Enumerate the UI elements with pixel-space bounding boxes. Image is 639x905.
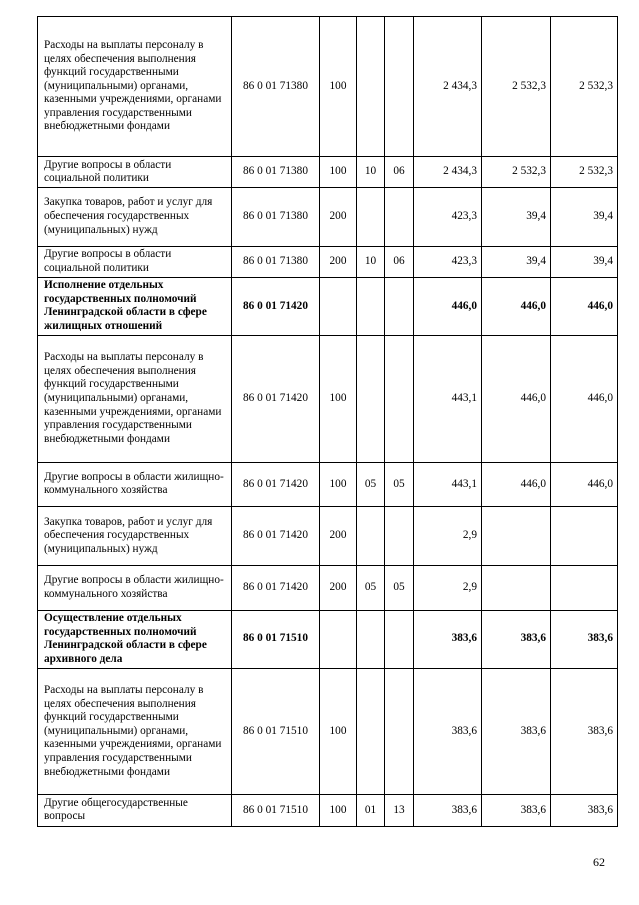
cell-amount-year-3: 446,0 xyxy=(551,277,618,335)
cell-expense-type: 200 xyxy=(320,507,357,565)
table-row xyxy=(38,17,618,157)
table-row xyxy=(38,277,618,335)
cell-amount-year-3: 383,6 xyxy=(551,610,618,668)
cell-subsection xyxy=(385,277,414,335)
cell-target-article: 86 0 01 71380 xyxy=(232,188,320,246)
cell-subsection: 06 xyxy=(385,246,414,277)
cell-amount-year-1: 383,6 xyxy=(414,795,482,826)
cell-target-article: 86 0 01 71510 xyxy=(232,610,320,668)
cell-expense-type xyxy=(320,277,357,335)
cell-target-article: 86 0 01 71510 xyxy=(232,668,320,794)
cell-expense-type: 100 xyxy=(320,668,357,794)
cell-target-article: 86 0 01 71420 xyxy=(232,336,320,462)
table-row xyxy=(38,565,618,610)
cell-expense-type: 100 xyxy=(320,795,357,826)
cell-name: Осуществление отдельных государственных полномочий Ленинградской области в сфере архивного дела xyxy=(38,610,232,668)
table-row xyxy=(38,610,618,668)
cell-target-article: 86 0 01 71420 xyxy=(232,462,320,507)
cell-subsection: 13 xyxy=(385,795,414,826)
cell-expense-type: 200 xyxy=(320,246,357,277)
table-row xyxy=(38,795,618,826)
cell-amount-year-1: 383,6 xyxy=(414,610,482,668)
cell-name: Другие вопросы в области социальной политики xyxy=(38,157,232,188)
cell-amount-year-1: 383,6 xyxy=(414,668,482,794)
cell-subsection: 06 xyxy=(385,157,414,188)
cell-expense-type: 200 xyxy=(320,565,357,610)
cell-name: Другие вопросы в области жилищно-коммунального хозяйства xyxy=(38,565,232,610)
cell-expense-type: 100 xyxy=(320,17,357,157)
cell-name: Другие вопросы в области социальной политики xyxy=(38,246,232,277)
cell-section xyxy=(357,668,385,794)
cell-expense-type: 100 xyxy=(320,336,357,462)
cell-section: 05 xyxy=(357,462,385,507)
cell-amount-year-3: 2 532,3 xyxy=(551,17,618,157)
cell-amount-year-3: 2 532,3 xyxy=(551,157,618,188)
table-row xyxy=(38,246,618,277)
cell-amount-year-3: 446,0 xyxy=(551,462,618,507)
cell-subsection xyxy=(385,336,414,462)
cell-amount-year-1: 2,9 xyxy=(414,565,482,610)
cell-amount-year-3: 446,0 xyxy=(551,336,618,462)
cell-expense-type: 200 xyxy=(320,188,357,246)
cell-section xyxy=(357,277,385,335)
cell-subsection: 05 xyxy=(385,462,414,507)
cell-subsection: 05 xyxy=(385,565,414,610)
cell-amount-year-2 xyxy=(482,507,551,565)
cell-amount-year-2: 2 532,3 xyxy=(482,157,551,188)
cell-amount-year-1: 423,3 xyxy=(414,188,482,246)
cell-section xyxy=(357,17,385,157)
cell-amount-year-2: 446,0 xyxy=(482,462,551,507)
cell-name: Расходы на выплаты персоналу в целях обеспечения выполнения функций государственными (муниципальными) органами, казенными учреждениями, органами управления государственными внебюджетными фондами xyxy=(38,17,232,157)
cell-amount-year-1: 2,9 xyxy=(414,507,482,565)
cell-name: Закупка товаров, работ и услуг для обеспечения государственных (муниципальных) нужд xyxy=(38,507,232,565)
cell-amount-year-2: 383,6 xyxy=(482,668,551,794)
cell-amount-year-2: 39,4 xyxy=(482,246,551,277)
cell-name: Расходы на выплаты персоналу в целях обеспечения выполнения функций государственными (муниципальными) органами, казенными учреждениями, органами управления государственными внебюджетными фондами xyxy=(38,668,232,794)
cell-subsection xyxy=(385,17,414,157)
cell-target-article: 86 0 01 71510 xyxy=(232,795,320,826)
cell-name: Закупка товаров, работ и услуг для обеспечения государственных (муниципальных) нужд xyxy=(38,188,232,246)
cell-section xyxy=(357,188,385,246)
cell-section: 01 xyxy=(357,795,385,826)
cell-name: Другие вопросы в области жилищно-коммунального хозяйства xyxy=(38,462,232,507)
table-row xyxy=(38,336,618,462)
cell-expense-type: 100 xyxy=(320,157,357,188)
table-row xyxy=(38,462,618,507)
table-row xyxy=(38,668,618,794)
cell-amount-year-2 xyxy=(482,565,551,610)
cell-amount-year-2: 446,0 xyxy=(482,336,551,462)
cell-amount-year-3 xyxy=(551,565,618,610)
cell-amount-year-1: 443,1 xyxy=(414,336,482,462)
cell-amount-year-1: 2 434,3 xyxy=(414,17,482,157)
cell-expense-type xyxy=(320,610,357,668)
cell-section xyxy=(357,336,385,462)
page-number: 62 xyxy=(593,855,605,869)
cell-amount-year-1: 2 434,3 xyxy=(414,157,482,188)
table-body xyxy=(38,17,618,827)
cell-target-article: 86 0 01 71380 xyxy=(232,246,320,277)
cell-amount-year-3 xyxy=(551,507,618,565)
cell-section xyxy=(357,610,385,668)
cell-target-article: 86 0 01 71420 xyxy=(232,565,320,610)
cell-subsection xyxy=(385,507,414,565)
cell-amount-year-2: 39,4 xyxy=(482,188,551,246)
cell-section xyxy=(357,507,385,565)
cell-target-article: 86 0 01 71380 xyxy=(232,157,320,188)
table-row xyxy=(38,188,618,246)
cell-amount-year-2: 446,0 xyxy=(482,277,551,335)
cell-expense-type: 100 xyxy=(320,462,357,507)
budget-table xyxy=(37,16,618,827)
table-row xyxy=(38,507,618,565)
cell-amount-year-3: 39,4 xyxy=(551,188,618,246)
cell-amount-year-2: 383,6 xyxy=(482,610,551,668)
cell-amount-year-1: 446,0 xyxy=(414,277,482,335)
cell-amount-year-2: 2 532,3 xyxy=(482,17,551,157)
cell-target-article: 86 0 01 71380 xyxy=(232,17,320,157)
cell-target-article: 86 0 01 71420 xyxy=(232,277,320,335)
cell-subsection xyxy=(385,188,414,246)
cell-amount-year-1: 443,1 xyxy=(414,462,482,507)
cell-subsection xyxy=(385,610,414,668)
cell-target-article: 86 0 01 71420 xyxy=(232,507,320,565)
cell-name: Расходы на выплаты персоналу в целях обеспечения выполнения функций государственными (муниципальными) органами, казенными учреждениями, органами управления государственными внебюджетными фондами xyxy=(38,336,232,462)
cell-amount-year-2: 383,6 xyxy=(482,795,551,826)
cell-section: 10 xyxy=(357,157,385,188)
cell-section: 10 xyxy=(357,246,385,277)
table-row xyxy=(38,157,618,188)
cell-name: Исполнение отдельных государственных полномочий Ленинградской области в сфере жилищных отношений xyxy=(38,277,232,335)
cell-amount-year-1: 423,3 xyxy=(414,246,482,277)
cell-name: Другие общегосударственные вопросы xyxy=(38,795,232,826)
cell-subsection xyxy=(385,668,414,794)
cell-amount-year-3: 39,4 xyxy=(551,246,618,277)
cell-amount-year-3: 383,6 xyxy=(551,795,618,826)
cell-section: 05 xyxy=(357,565,385,610)
cell-amount-year-3: 383,6 xyxy=(551,668,618,794)
